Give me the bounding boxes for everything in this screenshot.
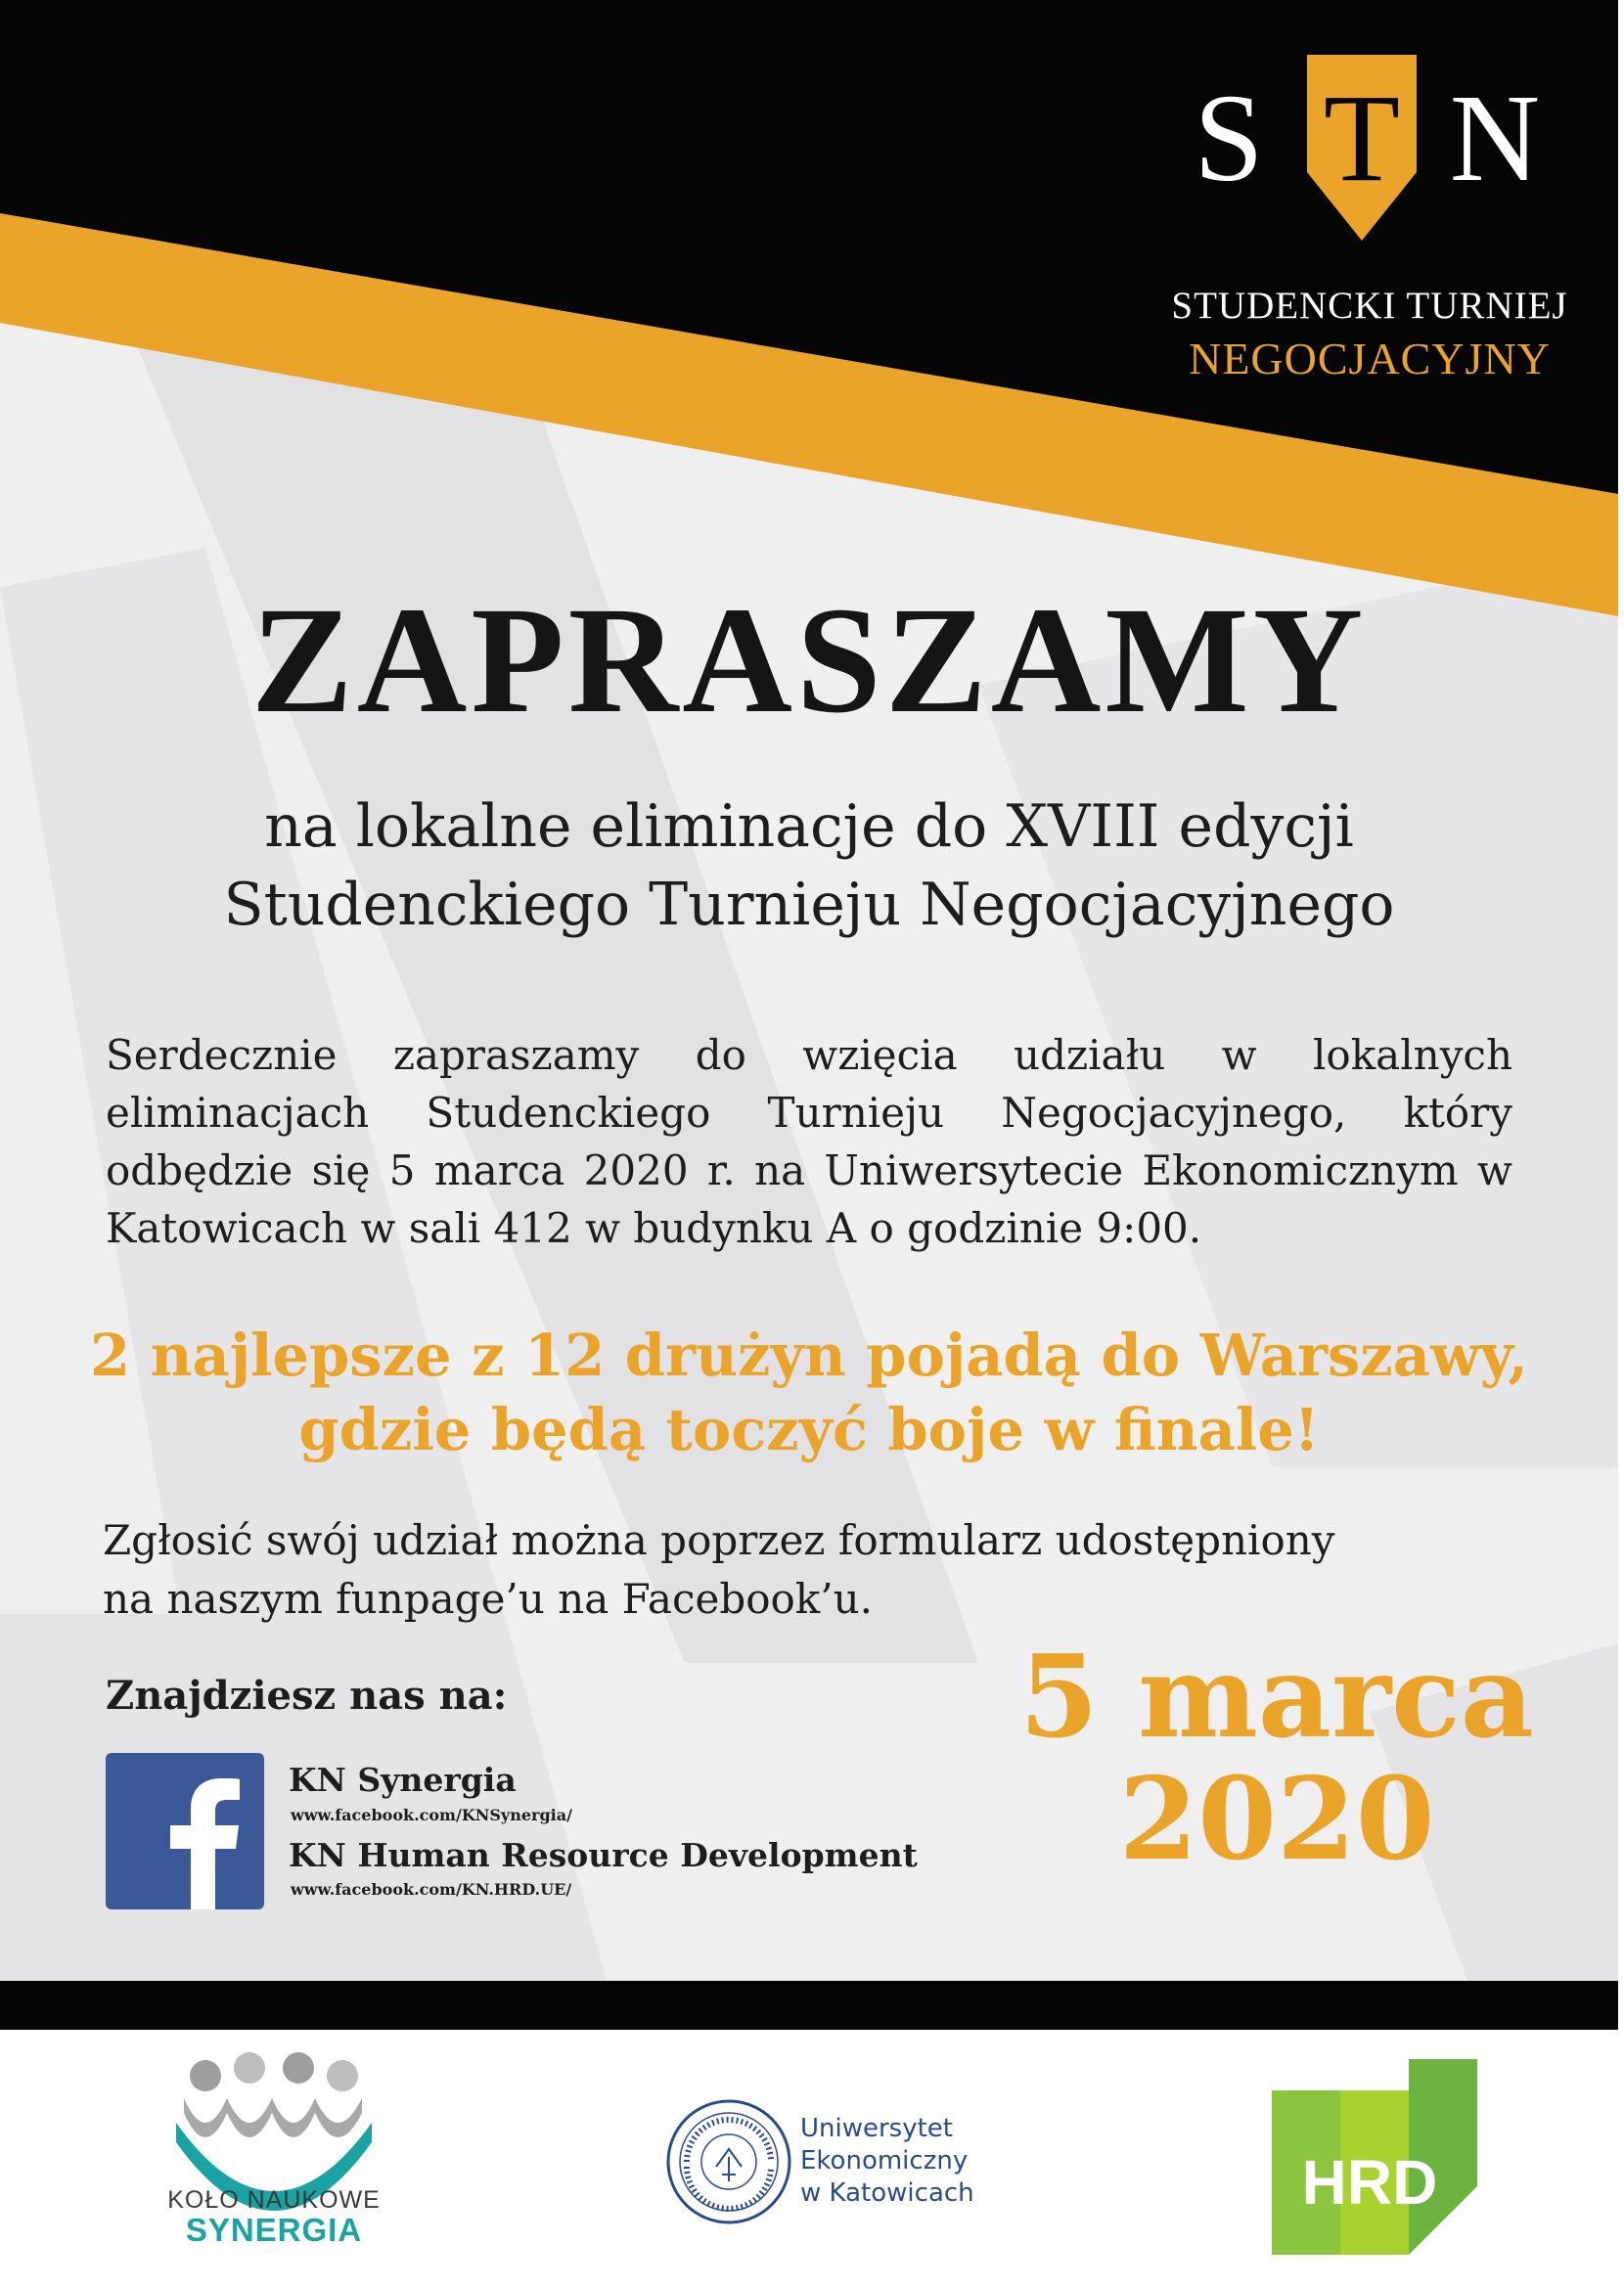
stn-letter-s: S [1194, 68, 1264, 207]
university-name-line-2: Ekonomiczny [800, 2146, 969, 2176]
facebook-icon[interactable] [106, 1753, 264, 1909]
signup-text [103, 1511, 1453, 1629]
subtitle-line-2: Studenckiego Turnieju Negocjacyjnego [223, 871, 1395, 939]
hrd-logo-text: HRD [1301, 2147, 1438, 2218]
headline: ZAPRASZAMY [250, 575, 1368, 744]
university-seal-icon [665, 2098, 792, 2225]
event-date-year: 2020 [1118, 1753, 1435, 1886]
find-us-label: Znajdziesz nas na: [106, 1673, 508, 1719]
signup-line-1: Zgłosić swój udział można poprzez formularz udostępniony [103, 1516, 1335, 1564]
facebook-page-synergia-url[interactable]: www.facebook.com/KNSynergia/ [291, 1806, 572, 1824]
university-name-line-1: Uniwersytet [800, 2114, 953, 2143]
stn-letter-n: N [1449, 68, 1541, 207]
stn-logo [1194, 55, 1552, 241]
highlight-line-1: 2 najlepsze z 12 drużyn pojadą do Warszawy, [90, 1322, 1528, 1389]
stn-letter-t: T [1323, 68, 1401, 207]
synergia-logo-line-1: KOŁO NAUKOWE [167, 2186, 381, 2214]
facebook-page-hrd-url[interactable]: www.facebook.com/KN.HRD.UE/ [291, 1880, 572, 1899]
facebook-page-synergia-name[interactable]: KN Synergia [289, 1761, 517, 1799]
university-name-line-3: w Katowicach [800, 2178, 974, 2208]
logo-line-2: NEGOCJACYJNY [1189, 334, 1551, 383]
logo-line-1: STUDENCKI TURNIEJ [1171, 285, 1568, 327]
event-date-day: 5 marca [1019, 1631, 1534, 1764]
subtitle-line-1: na lokalne eliminacje do XVIII edycji [264, 792, 1354, 861]
subtitle [0, 787, 1618, 944]
synergia-logo-line-2: SYNERGIA [185, 2212, 363, 2248]
facebook-page-hrd-name[interactable]: KN Human Resource Development [289, 1836, 918, 1874]
highlight-text [0, 1319, 1618, 1467]
hrd-logo-icon [1272, 2059, 1477, 2255]
highlight-line-2: gdzie będą toczyć boje w finale! [298, 1396, 1320, 1463]
body-paragraph: Serdecznie zapraszamy do wzięcia udziału w lokalnych eliminacjach Studenckiego Turnieju Negocjacyjnego, który odbędzie się 5 marca 2020 r. na Uniwersytecie Ekonomicznym w Katowicach w sali 412 w budynku A o godzinie 9:00. [106, 1031, 1512, 1252]
footer-bar [0, 1981, 1618, 2030]
signup-line-2: na naszym funpage’u na Facebook’u. [103, 1575, 873, 1623]
